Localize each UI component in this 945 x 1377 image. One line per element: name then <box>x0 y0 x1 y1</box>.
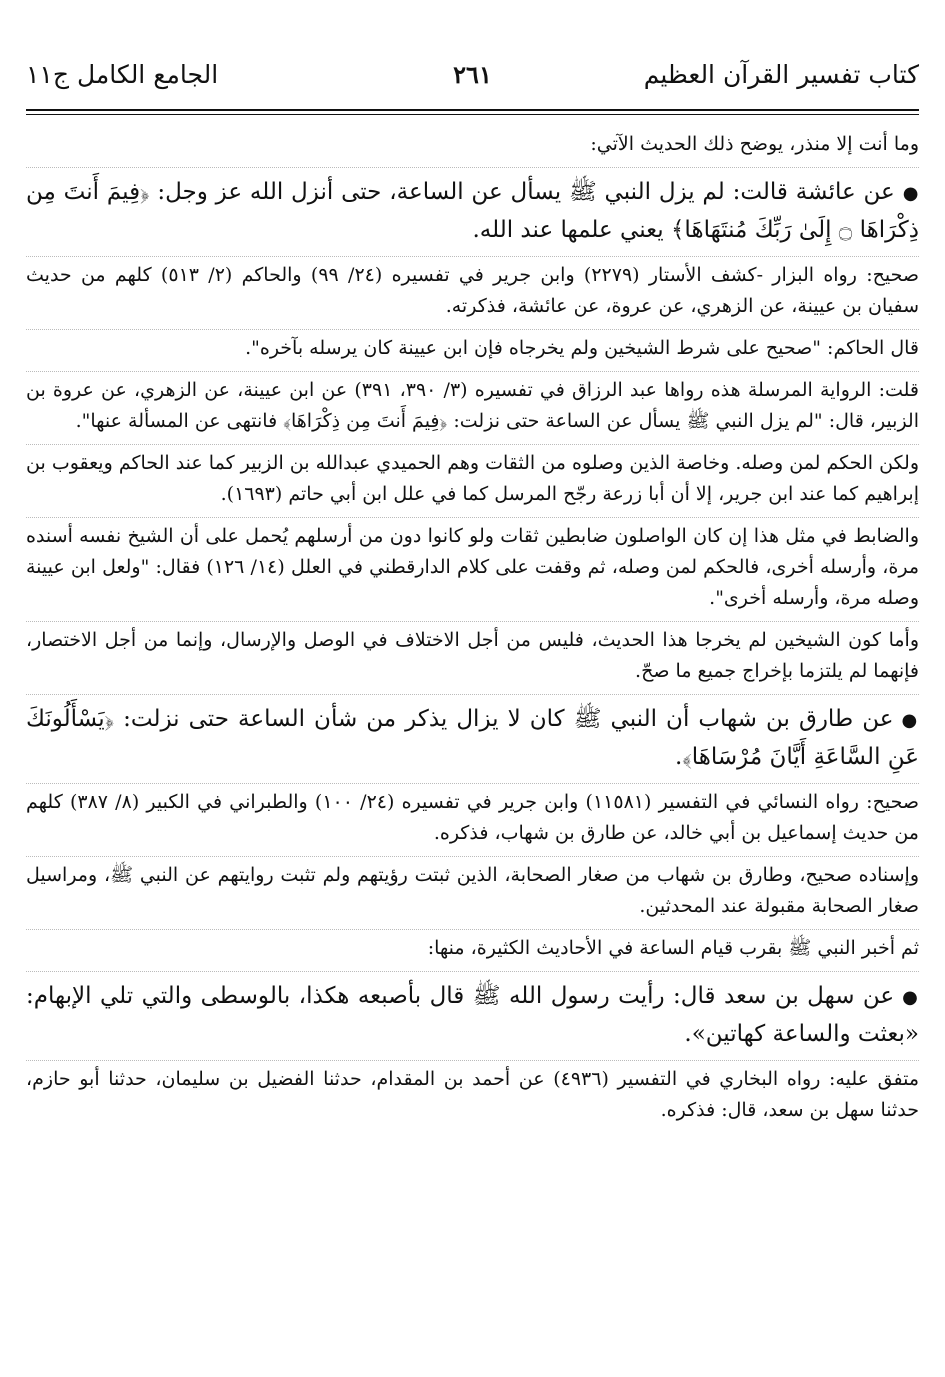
paragraph: والضابط في مثل هذا إن كان الواصلون ضابطين ثقات ولو كانوا دون من أرسلهم يُحمل على أن الشيخ نفسه أسنده مرة، وأرسله أخرى، فالحكم لمن وصله، ثم وقفت على كلام الدارقطني في العلل (١٤/ ١٢٦) فقال: "ولعل ابن عيينة وصله مرة، وأرسله أخرى". <box>26 518 919 622</box>
bullet-icon: ● <box>902 183 919 204</box>
volume-title: الجامع الكامل ج١١ <box>26 60 219 89</box>
paragraph: قلت: الرواية المرسلة هذه رواها عبد الرزاق في تفسيره (٣/ ٣٩٠، ٣٩١) عن ابن عيينة، عن الزهري، عن عروة بن الزبير، قال: "لم يزل النبي ﷺ يسأل عن الساعة حتى نزلت: ﴿فِيمَ أَنتَ مِن ذِكْرَاهَا﴾ فانتهى عن المسألة عنها". <box>26 372 919 445</box>
paragraph: ثم أخبر النبي ﷺ بقرب قيام الساعة في الأحاديث الكثيرة، منها: <box>26 930 919 972</box>
paragraph: ولكن الحكم لمن وصله. وخاصة الذين وصلوه من الثقات وهم الحميدي عبدالله بن الزبير كما عند الحاكم ويعقوب بن إبراهيم كما عند ابن جرير، إلا أن أبا زرعة رجّح المرسل كما في علل ابن أبي حاتم (١٦٩٣). <box>26 445 919 518</box>
takhrij-paragraph: صحيح: رواه البزار -كشف الأستار (٢٢٧٩) وابن جرير في تفسيره (٢٤/ ٩٩) والحاكم (٢/ ٥١٣) كلهم من حديث سفيان بن عيينة، عن الزهري، عن عروة، عن عائشة، فذكرته. <box>26 257 919 330</box>
paragraph: وما أنت إلا منذر، يوضح ذلك الحديث الآتي: <box>26 126 919 168</box>
page-number: ٢٦١ <box>453 60 492 89</box>
bullet-icon: ● <box>902 987 919 1008</box>
running-header <box>26 60 919 100</box>
header-rule-thick <box>26 109 919 111</box>
book-title: كتاب تفسير القرآن العظيم <box>643 60 919 89</box>
paragraph: وأما كون الشيخين لم يخرجا هذا الحديث، فليس من أجل الاختلاف في الوصل والإرسال، وإنما من أجل الاختصار، فإنهما لم يلتزما بإخراج جميع ما صحّ. <box>26 622 919 695</box>
takhrij-paragraph: متفق عليه: رواه البخاري في التفسير (٤٩٣٦) عن أحمد بن المقدام، حدثنا الفضيل بن سليمان، حدثنا أبو حازم، حدثنا سهل بن سعد، قال: فذكره. <box>26 1068 919 1121</box>
header-rule-thin <box>26 114 919 115</box>
hadith-paragraph: ●عن سهل بن سعد قال: رأيت رسول الله ﷺ قال بأصبعه هكذا، بالوسطى والتي تلي الإبهام: «بعثت والساعة كهاتين». <box>26 972 919 1061</box>
page-body <box>26 126 919 1133</box>
paragraph: قال الحاكم: "صحيح على شرط الشيخين ولم يخرجاه فإن ابن عيينة كان يرسله بآخره". <box>26 330 919 372</box>
bullet-icon: ● <box>901 710 919 731</box>
hadith-paragraph: ●عن طارق بن شهاب أن النبي ﷺ كان لا يزال يذكر من شأن الساعة حتى نزلت: ﴿يَسْأَلُونَكَ عَنِ السَّاعَةِ أَيَّانَ مُرْسَاهَا﴾. <box>26 695 919 784</box>
paragraph: وإسناده صحيح، وطارق بن شهاب من صغار الصحابة، الذين ثبتت رؤيتهم ولم تثبت روايتهم عن النبي ﷺ، ومراسيل صغار الصحابة مقبولة عند المحدثين. <box>26 857 919 930</box>
hadith-paragraph: ●عن عائشة قالت: لم يزل النبي ﷺ يسأل عن الساعة، حتى أنزل الله عز وجل: ﴿فِيمَ أَنتَ مِن ذِكْرَاهَا ۝ إِلَىٰ رَبِّكَ مُنتَهَاهَا﴾ يعني علمها عند الله. <box>26 168 919 257</box>
takhrij-paragraph: صحيح: رواه النسائي في التفسير (١١٥٨١) وابن جرير في تفسيره (٢٤/ ١٠٠) والطبراني في الكبير (٨/ ٣٨٧) كلهم من حديث إسماعيل بن أبي خالد، عن طارق بن شهاب، فذكره. <box>26 784 919 857</box>
